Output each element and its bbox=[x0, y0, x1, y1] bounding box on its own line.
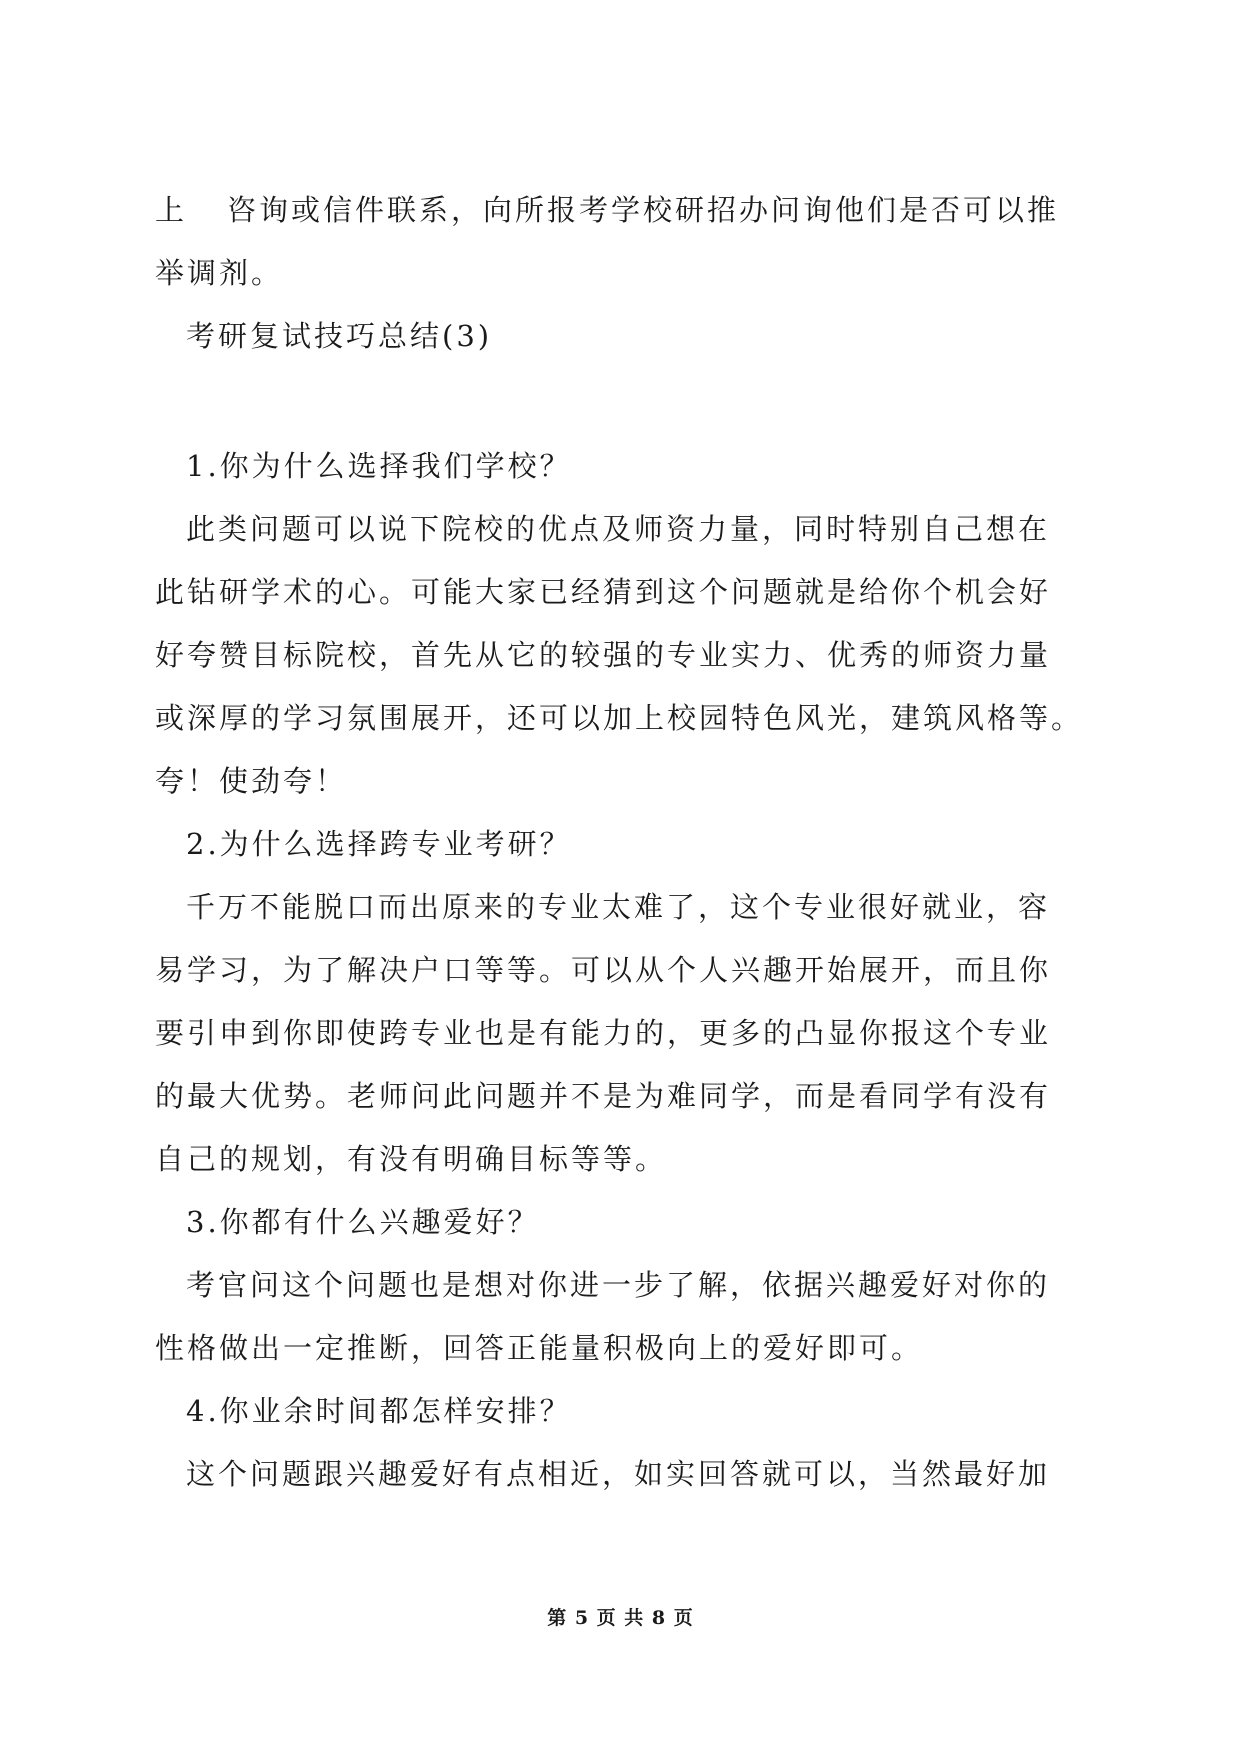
page-number-footer: 第 5 页 共 8 页 bbox=[547, 1607, 694, 1629]
question-heading: 4.你业余时间都怎样安排？ bbox=[186, 1394, 572, 1428]
text-line bbox=[155, 190, 1095, 230]
text-line: 此钻研学术的心。可能大家已经猜到这个问题就是给你个机会好 bbox=[155, 575, 1052, 609]
text-line: 考官问这个问题也是想对你进一步了解，依据兴趣爱好对你的 bbox=[186, 1268, 1051, 1302]
text-line: 易学习，为了解决户口等等。可以从个人兴趣开始展开，而且你 bbox=[155, 953, 1052, 987]
question-heading: 1.你为什么选择我们学校？ bbox=[186, 449, 572, 483]
text-line: 要引申到你即使跨专业也是有能力的，更多的凸显你报这个专业 bbox=[155, 1016, 1052, 1050]
section-heading: 考研复试技巧总结(3) bbox=[186, 319, 493, 353]
question-heading: 2.为什么选择跨专业考研？ bbox=[186, 827, 572, 861]
text-line: 好夸赞目标院校，首先从它的较强的专业实力、优秀的师资力量 bbox=[155, 638, 1052, 672]
text-line: 此类问题可以说下院校的优点及师资力量，同时特别自己想在 bbox=[186, 512, 1051, 546]
text-line: 性格做出一定推断，回答正能量积极向上的爱好即可。 bbox=[155, 1331, 924, 1365]
text-line: 举调剂。 bbox=[155, 256, 284, 290]
text-line: 这个问题跟兴趣爱好有点相近，如实回答就可以，当然最好加 bbox=[186, 1457, 1051, 1491]
text-line: 的最大优势。老师问此问题并不是为难同学，而是看同学有没有 bbox=[155, 1079, 1052, 1113]
text-fragment: 上 bbox=[155, 193, 188, 227]
text-line: 夸！使劲夸！ bbox=[155, 764, 348, 798]
text-line: 千万不能脱口而出原来的专业太难了，这个专业很好就业，容 bbox=[186, 890, 1051, 924]
text-fragment: 咨询或信件联系，向所报考学校研招办问询他们是否可以推 bbox=[227, 193, 1060, 227]
text-line: 或深厚的学习氛围展开，还可以加上校园特色风光，建筑风格等。 bbox=[155, 701, 1084, 735]
question-heading: 3.你都有什么兴趣爱好？ bbox=[186, 1205, 540, 1239]
text-line: 自己的规划，有没有明确目标等等。 bbox=[155, 1142, 668, 1176]
